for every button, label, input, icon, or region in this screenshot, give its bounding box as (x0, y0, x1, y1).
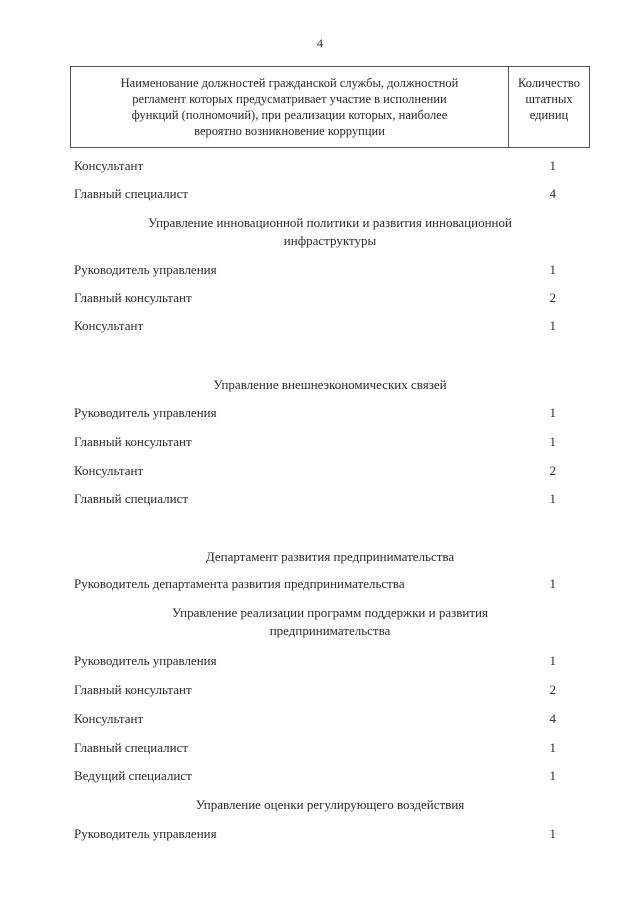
section-heading (90, 376, 570, 394)
position-name: Руководитель управления (74, 405, 217, 420)
position-count: 2 (549, 682, 556, 697)
position-count: 2 (549, 290, 556, 305)
table-row (74, 186, 556, 204)
position-name: Руководитель управления (74, 262, 217, 277)
position-name: Главный специалист (74, 186, 189, 201)
section-line: Управление инновационной политики и развития инновационной (148, 215, 512, 230)
position-count: 4 (549, 186, 556, 201)
header-line: функций (полномочий), при реализации которых, наиболее (131, 108, 448, 122)
position-count: 1 (549, 653, 556, 668)
position-count: 1 (549, 576, 556, 591)
position-count: 1 (549, 434, 556, 449)
position-name: Консультант (74, 318, 144, 333)
section-line: Управление реализации программ поддержки и развития (172, 605, 488, 620)
header-line: Количество (518, 76, 580, 90)
table-row (74, 290, 556, 308)
table-header (70, 66, 590, 148)
position-count: 1 (549, 740, 556, 755)
table-row (74, 318, 556, 336)
table-row (74, 434, 556, 452)
position-name: Руководитель управления (74, 653, 217, 668)
table-row (74, 711, 556, 729)
position-count: 1 (549, 158, 556, 173)
position-name: Главный специалист (74, 740, 189, 755)
position-name: Ведущий специалист (74, 768, 192, 783)
header-line: Наименование должностей гражданской службы, должностной (120, 76, 459, 90)
table-row (74, 682, 556, 700)
section-line: Департамент развития предпринимательства (205, 549, 455, 564)
position-name: Главный консультант (74, 290, 192, 305)
position-name: Главный консультант (74, 682, 192, 697)
table-row (74, 768, 556, 786)
position-name: Консультант (74, 463, 144, 478)
table-row (74, 653, 556, 671)
table-row (74, 826, 556, 844)
position-count: 1 (549, 768, 556, 783)
table-row (74, 158, 556, 176)
section-line: инфраструктуры (283, 233, 377, 248)
position-count: 1 (549, 262, 556, 277)
table-row (74, 463, 556, 481)
header-line: единиц (529, 108, 569, 122)
header-positions-column (71, 67, 509, 147)
section-heading (90, 548, 570, 566)
section-heading (90, 796, 570, 814)
position-count: 1 (549, 491, 556, 506)
table-row (74, 262, 556, 280)
section-line: предпринимательства (269, 623, 391, 638)
header-line: вероятно возникновение коррупции (194, 124, 385, 138)
table-row (74, 576, 556, 594)
position-count: 4 (549, 711, 556, 726)
section-heading (90, 604, 570, 640)
position-name: Консультант (74, 711, 144, 726)
section-heading (90, 214, 570, 250)
section-line: Управление внешнеэкономических связей (213, 377, 447, 392)
table-row (74, 405, 556, 423)
header-line: регламент которых предусматривает участие в исполнении (132, 92, 447, 106)
position-name: Главный специалист (74, 491, 189, 506)
position-count: 1 (549, 826, 556, 841)
page-number: 4 (317, 36, 323, 50)
position-name: Руководитель департамента развития предпринимательства (74, 576, 405, 591)
position-count: 1 (549, 405, 556, 420)
position-count: 1 (549, 318, 556, 333)
table-row (74, 491, 556, 509)
header-count-column (509, 67, 589, 147)
position-count: 2 (549, 463, 556, 478)
position-name: Руководитель управления (74, 826, 217, 841)
section-line: Управление оценки регулирующего воздействия (195, 797, 465, 812)
position-name: Консультант (74, 158, 144, 173)
position-name: Главный консультант (74, 434, 192, 449)
table-row (74, 740, 556, 758)
header-line: штатных (525, 92, 573, 106)
